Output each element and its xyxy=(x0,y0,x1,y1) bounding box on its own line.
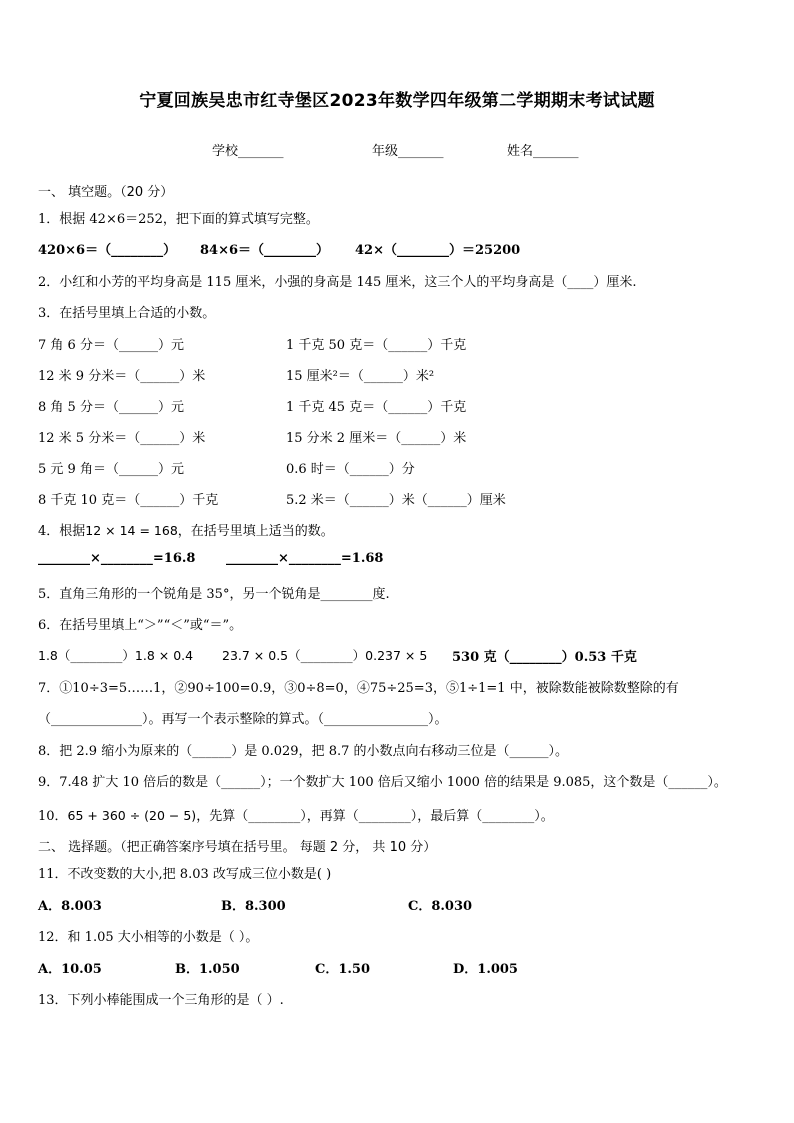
question-4-formula: 12 × 14 = 168 xyxy=(85,523,178,538)
question-3-item[interactable]: 1 千克 50 克＝（______）千克 xyxy=(286,338,467,353)
question-5: 5．直角三角形的一个锐角是 35°，另一个锐角是________度. xyxy=(38,587,390,602)
school-field[interactable]: 学校_______ xyxy=(212,144,284,159)
question-7-line-1: 7．①10÷3=5……1，②90÷100=0.9，③0÷8=0，④75÷25=3，⑤1÷1=1 中，被除数能被除数整除的有 xyxy=(38,681,679,696)
question-3-item[interactable]: 7 角 6 分＝（______）元 xyxy=(38,338,184,353)
question-12-option-a[interactable]: A．10.05 xyxy=(38,962,102,977)
question-3-item[interactable]: 0.6 时＝（______）分 xyxy=(286,462,415,477)
question-1-blank-a[interactable]: 420×6＝（________） xyxy=(38,243,177,258)
question-3-item[interactable]: 12 米 5 分米＝（______）米 xyxy=(38,431,206,446)
page-title: 宁夏回族吴忠市红寺堡区2023年数学四年级第二学期期末考试试题 xyxy=(139,91,655,111)
question-3-item[interactable]: 1 千克 45 克＝（______）千克 xyxy=(286,400,467,415)
question-12-option-d[interactable]: D．1.005 xyxy=(453,962,518,977)
question-3-item[interactable]: 5 元 9 角＝（______）元 xyxy=(38,462,184,477)
question-8: 8．把 2.9 缩小为原来的（______）是 0.029，把 8.7 的小数点向右移动三位是（______）。 xyxy=(38,744,568,759)
question-10-expression: 65 + 360 ÷ (20 − 5) xyxy=(67,808,197,823)
name-field[interactable]: 姓名_______ xyxy=(507,144,579,159)
question-6-b-right: ）0.237 × 5 xyxy=(352,648,428,663)
question-1-blank-b[interactable]: 84×6＝（________） xyxy=(200,243,330,258)
question-3-item[interactable]: 8 角 5 分＝（______）元 xyxy=(38,400,184,415)
question-4-stem-b: ，在括号里填上适当的数。 xyxy=(177,524,334,539)
question-6-item-c[interactable]: 530 克（________）0.53 千克 xyxy=(452,650,637,665)
question-13: 13．下列小棒能围成一个三角形的是（ ）. xyxy=(38,993,284,1008)
question-7-line-2[interactable]: （______________）。再写一个表示整除的算式。（________________）。 xyxy=(38,712,448,727)
question-3-item[interactable]: 8 千克 10 克＝（______）千克 xyxy=(38,493,219,508)
question-11-stem: 11．不改变数的大小,把 8.03 改写成三位小数是( ) xyxy=(38,867,332,882)
question-4-stem-a: 4．根据 xyxy=(38,524,86,539)
question-11-option-c[interactable]: C．8.030 xyxy=(408,899,473,914)
question-1-stem: 1．根据 42×6＝252，把下面的算式填写完整。 xyxy=(38,212,319,227)
question-4-blank-a[interactable]: ________×________=16.8 xyxy=(38,551,196,566)
question-12-option-c[interactable]: C．1.50 xyxy=(315,962,371,977)
question-10-number: 10． xyxy=(38,809,68,824)
question-3-item[interactable]: 15 分米 2 厘米＝（______）米 xyxy=(286,431,467,446)
question-4-stem xyxy=(38,520,334,539)
section-heading-choice: 二、 选择题。（把正确答案序号填在括号里。 每题 2 分， 共 10 分） xyxy=(38,840,437,855)
question-6-b-left: 23.7 × 0.5（ xyxy=(222,648,301,663)
grade-field[interactable]: 年级_______ xyxy=(372,144,444,159)
section-heading-fill-in: 一、 填空题。（20 分） xyxy=(38,185,174,200)
question-3-item[interactable]: 12 米 9 分米＝（______）米 xyxy=(38,369,206,384)
question-12-stem: 12．和 1.05 大小相等的小数是（ ）。 xyxy=(38,930,259,945)
question-3-stem: 3．在括号里填上合适的小数。 xyxy=(38,306,216,321)
question-10 xyxy=(38,805,554,824)
question-6-a-right: ）1.8 × 0.4 xyxy=(122,648,194,663)
question-10-rest[interactable]: ，先算（________），再算（________），最后算（________）。 xyxy=(196,809,554,824)
question-9: 9．7.48 扩大 10 倍后的数是（______）；一个数扩大 100 倍后又缩小 1000 倍的结果是 9.085，这个数是（______）。 xyxy=(38,775,727,790)
question-6-a-blank[interactable]: ________ xyxy=(70,649,123,664)
question-12-option-b[interactable]: B．1.050 xyxy=(175,962,240,977)
question-4-blank-b[interactable]: ________×________=1.68 xyxy=(226,551,384,566)
question-6-b-blank[interactable]: ________ xyxy=(300,649,353,664)
question-11-option-a[interactable]: A．8.003 xyxy=(38,899,102,914)
question-6-item-b[interactable] xyxy=(222,646,427,664)
question-6-a-left: 1.8（ xyxy=(38,648,71,663)
question-6-item-a[interactable] xyxy=(38,646,193,664)
question-3-item[interactable]: 5.2 米＝（______）米（______）厘米 xyxy=(286,493,506,508)
question-3-item[interactable]: 15 厘米²＝（______）米² xyxy=(286,369,435,384)
question-6-stem: 6．在括号里填上“＞”“＜”或“＝”。 xyxy=(38,618,243,633)
question-2: 2．小红和小芳的平均身高是 115 厘米，小强的身高是 145 厘米，这三个人的平均身高是（____）厘米. xyxy=(38,275,637,290)
question-11-option-b[interactable]: B．8.300 xyxy=(221,899,286,914)
question-1-blank-c[interactable]: 42×（________）＝25200 xyxy=(355,243,521,258)
